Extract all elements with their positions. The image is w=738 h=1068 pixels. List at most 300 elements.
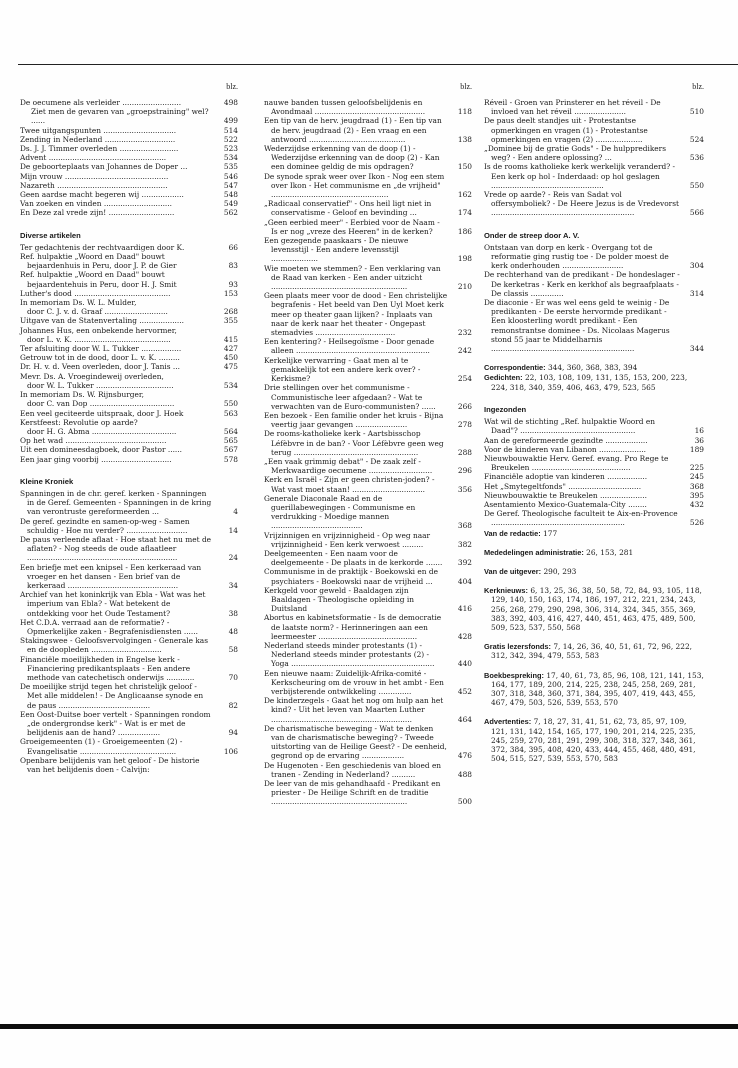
entry-page: 94 [228,728,238,738]
entry-title: „Radicaal conservatief" - Ons heil ligt niet in conservatisme - Geloof en bevinding ... [264,199,432,218]
entry-title: Ds. J. J. Timmer overleden ......................... [20,144,179,154]
index-entry [484,190,704,218]
index-entry [484,482,704,491]
index-entry [20,445,238,454]
entry-title: De Hugenoten - Een geschiedenis van bloed en tranen - Zending in Nederland? .......... [264,760,442,779]
entry-page: 266 [457,401,472,411]
entry-title: Wie moeten we stemmen? - Een verklaring van de Raad van kerken - Een ander uitzicht .......................................................... [264,263,441,292]
correspondentie-label: Correspondentie: [484,363,546,373]
entry-page: 548 [223,190,238,200]
index-entry [20,618,238,636]
entry-title: Ref. hulpaktie „Woord en Daad" bouwt bejaardenhuis in Peru, door J. P. de Gier [20,252,177,271]
entry-title: Vrijzinnigen en vrijzinnigheid - Op weg naar vrijzinnigheid - Een kerk verwoest ......... [264,530,431,549]
entry-page: 534 [223,153,238,163]
entry-title: Financiële moeilijkheden in Engelse kerk - Financiering predikantsplaats - Een andere methode van catechetisch onderwijs ............ [20,654,195,682]
entry-title: Ref. hulpaktie „Woord en Daad" bouwt bejaardentehuis in Peru, door H. J. Smit [20,270,177,289]
kerknieuws-label: Kerknieuws: [484,586,528,596]
entry-page: 547 [223,180,238,190]
entry-title: Asentamiento Mexico-Guatemala-City ........ [484,499,647,509]
entry-title: „Een vaak grimmig debat" - De zaak zelf - Merkwaardige oecumene ........................... [264,456,433,476]
entry-title: Geen aardse macht begeren wij .................. [20,190,184,200]
entry-title: De leer van de mis gehandhaafd - Predikant en priester - De Heilige Schrift en de traditie .......................................................... [264,779,441,807]
entry-page: 70 [228,672,238,682]
entry-title: De diaconie - Er was wel eens geld te weinig - De predikanten - De eerste hervormde predikant - Een kloosterling wordt predikant - Een remonstrantse dominee - Ds. Nicolaas Magerus stond 55 jaar te Middelharnis ............................................................. [484,298,670,354]
index-entry [20,655,238,683]
index-entry [20,737,238,755]
index-entry [264,383,472,411]
index-entry [264,199,472,217]
entry-title: De kinderzegels - Gaat het nog om hulp aan het kind? - Uit het leven van Maarten Luther ............................................................ [264,696,444,724]
entry-page: 198 [457,254,472,264]
entry-title: nauwe banden tussen geloofsbelijdenis en Avondmaal ............................................... [264,98,426,117]
entry-page: 296 [457,466,472,476]
index-entry [20,144,238,153]
index-entry [264,567,472,585]
entry-title: De rechterhand van de predikant - De hondeslager - De kerketras - Kerk en kerkhof als begraafplaats - De classis .............. [484,270,680,298]
entry-page: 415 [223,334,238,344]
entry-title: De moeilijke strijd tegen het christelijk geloof - Met alle middelen! - De Anglicaanse synode en de paus ....................................... [20,682,204,710]
entry-page: 225 [689,463,704,473]
entry-page: 189 [689,444,704,454]
entry-page: 210 [457,282,472,292]
entry-page: 242 [457,346,472,356]
index-entry [264,669,472,697]
entry-title: Communisme in de praktijk - Boekowski en de psychiaters - Boekowski naar de vrijheid ... [264,567,438,586]
index-entry [264,586,472,614]
entry-page: 368 [457,521,472,531]
entry-title: Nieuwbouwaktie te Breukelen .................... [484,490,647,500]
entry-page: 232 [457,328,472,338]
index-entry [20,298,238,316]
entry-title: Nederland steeds minder protestants (1) - Nederland steeds minder protestants (2) - Yoga ............................................................. [264,640,435,669]
entry-page: 549 [223,199,238,209]
index-entry [20,682,238,710]
entry-page: 428 [457,631,472,641]
index-entry [20,409,238,418]
index-entry [264,98,472,116]
index-column-1 [20,82,238,774]
index-entry [484,509,704,527]
index-entry [264,172,472,200]
entry-page: 254 [457,374,472,384]
index-entry [20,344,238,353]
index-entry [264,236,472,264]
index-entry [484,491,704,500]
bottom-rule [0,1024,738,1029]
index-entry [484,500,704,509]
entry-page: 314 [689,288,704,298]
index-entry [20,181,238,190]
entry-page: 464 [457,714,472,724]
boekbespreking-line [484,671,704,708]
entry-page: 14 [228,525,238,535]
entry-page: 536 [689,153,704,163]
redactie-line [484,529,704,538]
section-heading-ingezonden: Ingezonden [484,404,527,414]
index-entry [20,172,238,181]
entry-title: In memoriam Ds. W. Rijnsburger, door C. van Dop .................................... [20,390,175,409]
index-entry [20,326,238,344]
blz-label: blz. [460,82,472,91]
entry-title: Réveil - Groen van Prinsterer en het réveil - De invloed van het réveil ...................... [484,98,661,117]
index-entry [20,190,238,199]
index-entry [264,218,472,236]
gedichten-label: Gedichten: [484,373,523,383]
entry-page: 510 [689,107,704,117]
entry-page: 24 [228,553,238,563]
advertenties-pages: 7, 18, 27, 31, 41, 51, 62, 73, 85, 97, 109, 121, 131, 142, 154, 165, 177, 190, 201, 214, 225, 235, 245, 259, 270, 281, 291, 299, 308, 318, 327, 348, 361, 372, 384, 395, 408, 420, 433, 444, 455, 468, 480, 491, 504, 515, 527, 539, 553, 570, 583 [491,717,696,764]
entry-title: Uitgave van de Statenvertaling ................... [20,316,184,326]
entry-page: 416 [457,604,472,614]
entry-title: Uit een domineesdagboek, door Pastor ...... [20,445,182,455]
index-entry [484,144,704,162]
index-entry [20,710,238,738]
ingezonden-list [484,417,704,527]
entry-title: De rooms-katholieke kerk - Aartsbisschop Léfèbvre in de ban? - Voor Léfèbvre geen weg terug ..................................................... [264,429,444,457]
entry-title: Wat wil de stichting „Ref. hulpaktie Woord en Daad"? ................................................. [484,417,655,436]
entry-title: Generale Diaconale Raad en de guerillabewegingen - Communisme en verdrukking - Moedige mannen ....................................... [264,493,416,531]
entry-page: 450 [223,353,238,363]
index-entry [20,135,238,144]
entry-page: 534 [223,380,238,390]
index-entry [20,353,238,362]
index-entry [484,98,704,116]
entry-title: Een kentering? - Heilsegoïsme - Door genade alleen ......................................................... [264,337,435,356]
entry-title: Voor de kinderen van Libanon .................... [484,444,647,454]
entry-title: Een briefje met een knipsel - Een kerkeraad van vroeger en het dansen - Een brief van de kerkeraad ............................................... [20,562,202,590]
entry-title: Ter afsluiting door W. L. Tukker ................. [20,344,182,354]
index-entry [484,243,704,271]
entry-title: Drie stellingen over het communisme - Communistische leer afgedaan? - Wat te verwachten van de Euro-communisten? ...... [264,383,436,411]
entry-page: 392 [457,558,472,568]
redactie-pages: 177 [543,528,558,538]
index-entry [20,208,238,217]
index-entry [264,291,472,337]
entry-page: 82 [228,700,238,710]
index-entry [264,429,472,457]
index-entry [264,641,472,669]
entry-title: Kerk en Israël - Zijn er geen christen-joden? - Wat vast moet staan! ............................... [264,475,435,494]
index-entry [264,116,472,144]
entry-title: Een jaar ging voorbij .............................. [20,454,172,464]
index-entry [20,455,238,464]
index-entry [20,418,238,436]
gedichten-line [484,373,704,391]
index-entry [484,436,704,445]
entry-title: Zending in Nederland .............................. [20,134,176,144]
index-entry [20,243,238,252]
kerknieuws-pages: 6, 13, 25, 36, 38, 50, 58, 72, 84, 93, 105, 118, 129, 140, 150, 163, 174, 186, 197, 212, 221, 234, 243, 256, 268, 279, 290, 298, 306, 314, 324, 345, 355, 369, 383, 392, 403, 416, 427, 440, 451, 463, 475, 489, 500, 509, 523, 537, 550, 568 [491,586,702,632]
entry-page: 48 [228,626,238,636]
diverse-list [20,243,238,464]
entry-page: 523 [223,144,238,154]
entry-page: 514 [223,125,238,135]
index-entry [264,411,472,429]
entry-page: 563 [223,408,238,418]
entry-page: 432 [689,499,704,509]
index-entry [20,436,238,445]
entry-title: Wederzijdse erkenning van de doop (1) - Wederzijdse erkenning van de doop (2) - Kan een domineе geldig de mis opdragen? [264,144,440,172]
entry-page: 4 [233,507,238,517]
entry-title: Is de rooms katholieke kerk werkelijk veranderd? - Een kerk op hol - Inderdaad: op hol geslagen ................................................ [484,162,676,190]
index-entry [484,298,704,353]
entry-title: Een veel geciteerde uitspraak, door J. Hoek [20,408,184,418]
index-entry [264,724,472,761]
index-entry [264,144,472,172]
index-entry [20,153,238,162]
index-entry [20,390,238,408]
entry-page: 368 [689,481,704,491]
kroniek-list [20,489,238,774]
entry-page: 476 [457,751,472,761]
entry-page: 564 [223,426,238,436]
entry-page: 452 [457,687,472,696]
entry-page: 535 [223,162,238,172]
entry-page: 562 [223,208,238,218]
index-entry [264,264,472,292]
entry-page: 356 [457,484,472,494]
index-entry [20,98,238,107]
entry-page: 16 [694,426,704,436]
entry-title: Een Oost-Duitse boer vertelt - Spanningen rondom „de ondergrondse kerk" - Wat is er met de belijdenis aan de hand? .................. [20,709,211,738]
index-entry [264,457,472,475]
index-entry [264,356,472,384]
index-entry [264,613,472,641]
boekbespreking-label: Boekbespreking: [484,670,544,680]
index-entry [20,372,238,390]
index-entry [20,199,238,208]
entry-page: 500 [457,797,472,807]
entry-page: 498 [223,98,238,107]
mededelingen-label: Mededelingen administratie: [484,547,584,557]
kerknieuws-line [484,586,704,632]
index-entry [20,162,238,171]
intro-list [20,98,238,218]
entry-title: De Geref. Theologische faculteit te Aix-en-Provence ......................................................... [484,509,678,528]
entry-page: 93 [228,279,238,289]
entry-page: 162 [457,190,472,200]
entry-page: 268 [223,307,238,317]
entry-title: Een gezegende paaskaars - De nieuwe levensstijl - Een andere levensstijl .................... [264,236,409,264]
entry-page: 566 [689,208,704,218]
entry-title: Kerstfeest: Revolutie op aarde? door H. G. Abma .................................... [20,417,177,436]
entry-page: 118 [457,107,472,117]
blz-label: blz. [692,82,704,91]
entry-title: Het „Smytegeltfonds" ............................... [484,481,642,491]
entry-page: 550 [689,180,704,190]
entry-title: Johannes Hus, een onbekende hervormer, door L. v. K. ......................................... [20,325,177,344]
kroniek-continued-list [264,98,472,807]
kroniek-end-list [484,98,704,218]
index-entry [264,761,472,779]
entry-page: 546 [223,171,238,181]
gratis-label: Gratis lezersfonds: [484,642,551,652]
entry-title: Op het wad ........................................... [20,436,167,446]
gedichten-pages: 22, 103, 108, 109, 131, 135, 153, 200, 223, 224, 318, 340, 359, 406, 463, 479, 523, 565 [491,373,688,392]
blz-label: blz. [226,82,238,91]
entry-title: Advent .................................................. [20,153,167,163]
entry-page: 522 [223,134,238,144]
entry-title: De paus deelt standjes uit - Protestantse opmerkingen en vragen (1) - Protestantse opmerkingen en vragen (2) .................... [484,116,648,144]
entry-page: 578 [223,454,238,464]
entry-title: Geen plaats meer voor de dood - Een christelijke begrafenis - Het beeld van Den Uyl Moet kerk meer op theater gaan lijken? - Inplaats van naar de kerk naar het theater - Ongepast stemadvies .................................. [264,291,448,338]
entry-title: Archief van het koninkrijk van Ebla - Wat was het imperium van Ebla? - Wat betekent de ontdekking voor het Oude Testament? [20,590,206,618]
index-entry [20,517,238,535]
entry-title: De paus verleende aflaat - Hoe staat het nu met de aflaten? - Nog steeds de oude aflaatleer ................................................................ [20,534,212,563]
index-entry [264,494,472,531]
entry-page: 475 [223,362,238,372]
entry-title: Mijn vrouw ............................................ [20,171,169,181]
entry-title: Ontstaan van dorp en kerk - Overgang tot de reformatie ging rustig toe - De polder moest de kerk onderhouden .......................... [484,242,669,271]
entry-page: 427 [223,344,238,354]
entry-title: Ziet men de gevaren van „groepstraining" wel? ...... [31,107,209,126]
entry-page: 499 [223,116,238,126]
index-entry [20,489,238,517]
section-heading-diverse: Diverse artikelen [20,230,81,240]
entry-page: 404 [457,576,472,586]
entry-title: „Geen eerbied meer" - Eerbied voor de Naam - Is er nog „vreze des Heeren" in de kerken? [264,217,440,236]
entry-page: 83 [228,261,238,271]
index-entry [20,756,238,774]
entry-title: Mevr. Ds. A. Vroegindeweij overleden, door W. L. Tukker ................................. [20,371,174,390]
index-entry [20,126,238,135]
entry-page: 488 [457,769,472,779]
entry-title: Het C.D.A. verraad aan de reformatie? - Opmerkelijke zaken - Begrafenisdiensten ...... [20,617,198,636]
entry-page: 304 [689,261,704,271]
entry-title: In memoriam Ds. W. L. Mulder, door C. J. v. d. Graaf ........................... [20,298,168,317]
index-column-3 [484,82,704,763]
entry-page: 36 [694,435,704,445]
entry-page: 550 [223,399,238,409]
entry-title: Een nieuwe naam: Zuidelijk-Afrika-comité - Kerkscheuring om de vrouw in het ambt - Een verbijsterende ontwikkeling .............. [264,668,444,696]
entry-title: Financiële adoptie van kinderen ................. [484,472,648,482]
index-entry [264,531,472,549]
index-entry [20,289,238,298]
redactie-label: Van de redactie: [484,528,541,538]
section-heading-kroniek: Kleine Kroniek [20,476,74,486]
index-entry [264,779,472,807]
entry-title: Luther's dood ......................................... [20,288,171,298]
gratis-line [484,642,704,660]
index-column-2 [264,82,472,807]
entry-page: 278 [457,420,472,430]
index-entry [20,316,238,325]
entry-page: 382 [457,539,472,549]
index-entry [484,116,704,144]
uitgever-label: Van de uitgever: [484,566,542,576]
entry-page: 150 [457,162,472,172]
entry-title: Groeigemeenten (1) - Groeigemeenten (2) - Evangelisatie ......................................... [20,737,183,756]
entry-title: Vrede op aarde? - Reis van Sadat vol offersymboliek? - De Heere Jezus is de Vredevorst ............................................................. [484,190,679,218]
entry-title: Een tip van de herv. jeugdraad (1) - Een tip van de herv. jeugdraad (2) - Een vraag en een antwoord ......................................... [264,116,442,144]
entry-title: Getrouw tot in de dood, door L. v. K. ......... [20,353,180,363]
correspondentie-pages: 344, 360, 368, 383, 394 [547,363,638,373]
entry-title: Abortus en kabinetsformatie - Is de democratie de laatste norm? - Herinneringen aan een leermeester .......................................... [264,613,442,641]
index-entry [484,445,704,454]
entry-page: 288 [457,447,472,457]
entry-title: Deelgemeenten - Een naam voor de deelgemeente - De plaats in de kerkorde ....... [264,548,443,568]
boekbespreking-pages: 17, 40, 61, 73, 85, 96, 108, 121, 141, 153, 164, 177, 189, 200, 214, 225, 238, 245, 258, 269, 281, 307, 318, 348, 360, 371, 384, 395, 407, 419, 443, 455, 467, 479, 503, 526, 539, 553, 570 [491,670,704,708]
section-heading-streep: Onder de streep door A. V. [484,230,580,240]
entry-title: Nazareth ............................................... [20,180,168,190]
entry-page: 58 [228,645,238,655]
entry-title: Ter gedachtenis der rechtvaardigen door K. [20,242,185,252]
index-entry [264,549,472,567]
entry-page: 174 [457,208,472,218]
entry-page: 66 [228,242,238,252]
entry-title: De synode sprak weer over Ikon - Nog een stem over Ikon - Het communisme en „de vrijheid" .................................................. [264,171,445,200]
uitgever-line [484,567,704,576]
streep-list [484,243,704,353]
index-entry [484,162,704,190]
index-entry [484,270,704,298]
index-entry [20,362,238,371]
index-entry [264,696,472,724]
index-entry [484,417,704,435]
entry-title: Van zoeken en vinden ............................. [20,199,172,209]
entry-title: De oecumene als verleider ......................... [20,98,182,107]
entry-title: „Dominee bij de gratie Gods" - De hulppredikers weg? - Een andere oplossing? ... [484,144,666,163]
index-entry [264,475,472,493]
entry-title: Aan de gereformeerde gezindte .................. [484,435,648,445]
mededelingen-line [484,548,704,557]
advertenties-line [484,717,704,763]
entry-title: De charismatische beweging - Wat te denken van de charismatische beweging? - Tweede uitstorting van de Heilige Geest? - De eenheid, gegrond op de ervaring .................. [264,723,447,761]
entry-page: 344 [689,344,704,354]
index-entry [20,535,238,563]
entry-page: 186 [457,226,472,236]
index-entry [20,563,238,591]
entry-title: Kerkelijke verwarring - Gaat men al te gemakkelijk tot een andere kerk over? - Kerkisme? [264,355,421,384]
entry-page: 524 [689,134,704,144]
entry-title: En Deze zal vrede zijn! ............................ [20,208,175,218]
entry-page: 245 [689,472,704,482]
index-entry [20,636,238,654]
entry-title: Openbare belijdenis van het geloof - De historie van het belijdenis doen - Calvijn: [20,755,200,775]
index-entry [20,107,238,125]
index-entry [264,337,472,355]
entry-title: Een bezoek - Een familie onder het kruis - Bijna veertig jaar gevangen ...................... [264,410,444,430]
entry-title: Kerkgeld voor geweld - Baaldagen zijn Baaldagen - Theologische opleiding in Duitsland [264,585,414,614]
uitgever-pages: 290, 293 [543,566,577,576]
entry-page: 567 [223,445,238,455]
entry-title: Nieuwbouwaktie Herv. Geref. evang. Pro Rege te Breukelen .......................................... [484,453,669,473]
entry-page: 565 [223,436,238,446]
index-entry [484,454,704,472]
index-entry [20,590,238,618]
entry-page: 138 [457,134,472,144]
entry-title: Spanningen in de chr. geref. kerken - Spanningen in de Geref. Gemeenten - Spanningen in de kring van verontruste gereformeerden ... [20,488,212,517]
advertenties-label: Advertenties: [484,717,532,727]
correspondentie-line [484,363,704,372]
mededelingen-pages: 26, 153, 281 [586,547,634,557]
index-entry [20,252,238,270]
entry-title: De geref. gezindte en samen-op-weg - Samen schuldig - Hoe nu verder? .......................... [20,516,190,535]
entry-title: Twee uitgangspunten ............................... [20,125,177,135]
entry-title: De geboorteplaats van Johannes de Doper ... [20,162,188,172]
entry-page: 38 [228,608,238,618]
entry-page: 34 [228,580,238,590]
entry-title: Stakingswee - Geloofsvervolgingen - Generale kas en de doopleden .............................. [20,636,209,655]
top-rule [18,64,738,65]
entry-page: 106 [223,746,238,756]
index-entry [20,270,238,288]
entry-page: 153 [223,288,238,298]
entry-page: 440 [457,659,472,669]
entry-title: Dr. H. v. d. Veen overleden, door J. Tanis ... [20,362,180,372]
entry-page: 395 [689,490,704,500]
entry-page: 526 [689,518,704,528]
